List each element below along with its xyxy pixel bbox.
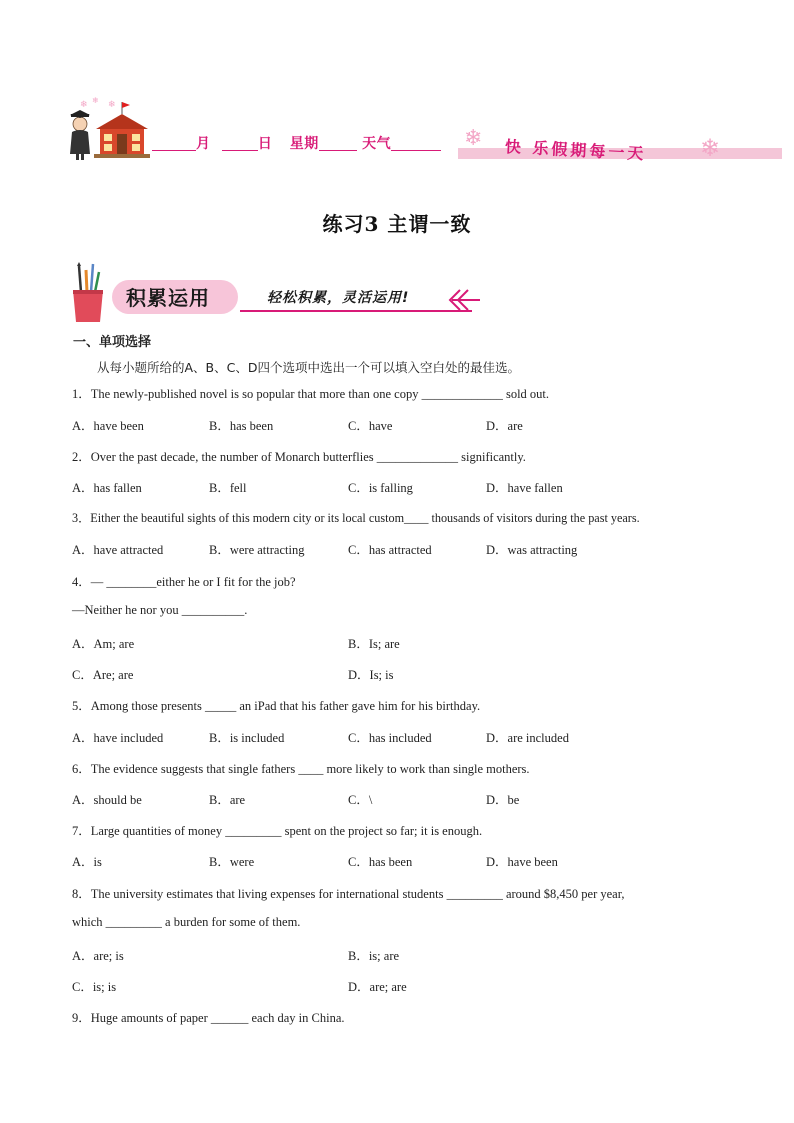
q4-option-d[interactable]: D．Is; is <box>348 668 394 682</box>
q6-option-d[interactable]: D．be <box>486 793 520 807</box>
q5-option-a[interactable]: A．have included <box>72 731 164 745</box>
snowflake-icon: ❄ <box>92 96 99 105</box>
q1-option-b[interactable]: B．has been <box>209 419 274 433</box>
header-slogan: 快 乐假期每一天 <box>504 137 647 164</box>
pencil-cup-icon <box>70 262 106 324</box>
question-5-stem: 5．Among those presents _____ an iPad that his father gave him for his birthday. <box>72 699 481 713</box>
month-label: 月 <box>196 136 211 152</box>
q3-option-a[interactable]: A．have attracted <box>72 543 164 557</box>
q4-option-c[interactable]: C．Are; are <box>72 668 134 682</box>
q2-option-a[interactable]: A．has fallen <box>72 481 142 495</box>
weekday-blank[interactable] <box>319 136 357 151</box>
date-weather-fields <box>152 133 441 153</box>
q3-option-c[interactable]: C．has attracted <box>348 543 432 557</box>
q7-option-c[interactable]: C．has been <box>348 855 413 869</box>
day-blank[interactable] <box>222 136 258 151</box>
q8-option-c[interactable]: C．is; is <box>72 980 117 994</box>
weekday-label: 星期 <box>289 136 319 152</box>
q4-option-b[interactable]: B．Is; are <box>348 637 400 651</box>
q5-option-d[interactable]: D．are included <box>486 731 569 745</box>
question-7-stem: 7．Large quantities of money _________ spent on the project so far; it is enough. <box>72 824 483 838</box>
q2-option-c[interactable]: C．is falling <box>348 481 413 495</box>
weather-blank[interactable] <box>391 136 441 151</box>
question-8-stem-2: which _________ a burden for some of them. <box>72 915 301 929</box>
q6-option-c[interactable]: C．\ <box>348 793 373 807</box>
q6-option-a[interactable]: A．should be <box>72 793 142 807</box>
q7-option-a[interactable]: A．is <box>72 855 102 869</box>
q1-option-d[interactable]: D．are <box>486 419 523 433</box>
question-9-stem: 9．Huge amounts of paper ______ each day in China. <box>72 1011 345 1025</box>
q7-option-b[interactable]: B．were <box>209 855 255 869</box>
q7-option-d[interactable]: D．have been <box>486 855 558 869</box>
snowflake-icon: ❄ <box>464 126 483 151</box>
weather-label: 天气 <box>362 136 392 152</box>
q1-option-a[interactable]: A．have been <box>72 419 144 433</box>
page-title: 练习3 主谓一致 <box>322 212 472 236</box>
banner-label: 积累运用 <box>126 286 210 310</box>
question-2-stem: 2．Over the past decade, the number of Monarch butterflies _____________ significantly. <box>72 450 526 464</box>
q2-option-d[interactable]: D．have fallen <box>486 481 563 495</box>
q8-option-d[interactable]: D．are; are <box>348 980 407 994</box>
banner-underline <box>240 310 472 312</box>
snowflake-icon: ❄ <box>700 134 721 162</box>
snowflake-icon: ❄ <box>108 100 116 110</box>
day-label: 日 <box>257 136 273 152</box>
q8-option-a[interactable]: A．are; is <box>72 949 124 963</box>
section-instruction: 从每小题所给的A、B、C、D四个选项中选出一个可以填入空白处的最佳选。 <box>97 360 520 375</box>
q5-option-c[interactable]: C．has included <box>348 731 432 745</box>
question-1-stem: 1．The newly-published novel is so popular that more than one copy _____________ sold out. <box>72 387 550 401</box>
banner-subtitle: 轻松积累，灵活运用! <box>267 290 410 306</box>
q3-option-d[interactable]: D．was attracting <box>486 543 578 557</box>
q4-option-a[interactable]: A．Am; are <box>72 637 135 651</box>
section-heading: 一、单项选择 <box>73 335 152 350</box>
question-4-stem: 4．— ________either he or I fit for the job? <box>72 575 296 589</box>
q2-option-b[interactable]: B．fell <box>209 481 247 495</box>
question-3-stem: 3．Either the beautiful sights of this modern city or its local custom____ thousands of visitors during the past years. <box>72 511 640 525</box>
arrow-left-icon <box>446 288 482 312</box>
question-4-stem-2: —Neither he nor you __________. <box>72 603 248 617</box>
q5-option-b[interactable]: B．is included <box>209 731 285 745</box>
q3-option-b[interactable]: B．were attracting <box>209 543 305 557</box>
question-6-stem: 6．The evidence suggests that single fathers ____ more likely to work than single mothers. <box>72 762 530 776</box>
q1-option-c[interactable]: C．have <box>348 419 393 433</box>
question-8-stem: 8．The university estimates that living expenses for international students _________ around $8,450 per year, <box>72 887 625 901</box>
month-blank[interactable] <box>152 136 196 151</box>
q6-option-b[interactable]: B．are <box>209 793 246 807</box>
q8-option-b[interactable]: B．is; are <box>348 949 400 963</box>
snowflake-icon: ❄ <box>80 100 88 110</box>
